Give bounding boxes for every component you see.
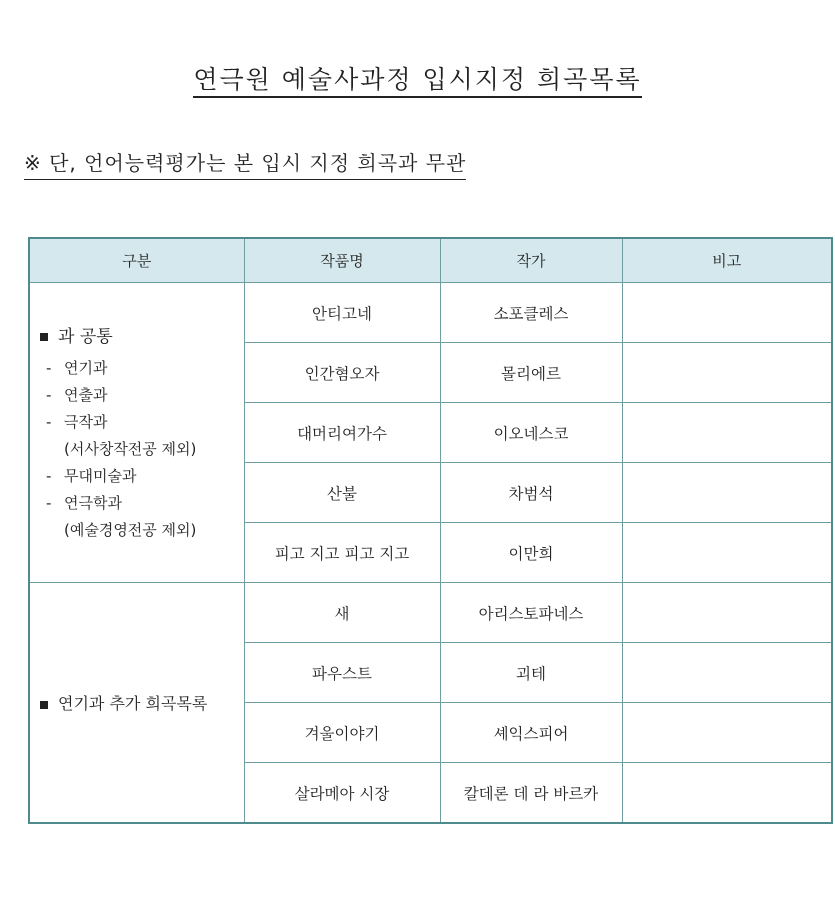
play-note: [622, 283, 832, 343]
play-note: [622, 583, 832, 643]
play-author: 차범석: [440, 463, 622, 523]
play-author: 셰익스피어: [440, 703, 622, 763]
title-text: 연극원 예술사과정 입시지정 희곡목록: [193, 65, 641, 98]
play-title: 겨울이야기: [244, 703, 440, 763]
category-heading: 연기과 추가 희곡목록: [40, 691, 244, 714]
play-author: 아리스토파네스: [440, 583, 622, 643]
play-title: 피고 지고 피고 지고: [244, 523, 440, 583]
play-author: 칼데론 데 라 바르카: [440, 763, 622, 824]
play-list-table: [28, 237, 833, 824]
play-author: 괴테: [440, 643, 622, 703]
play-title: 인간혐오자: [244, 343, 440, 403]
play-note: [622, 643, 832, 703]
category-sub-item: - 연기과: [46, 358, 108, 377]
category-sub-item: - 극작과: [46, 412, 108, 431]
table-row: [29, 583, 832, 643]
notice-text: ※ 단, 언어능력평가는 본 입시 지정 희곡과 무관: [24, 147, 466, 180]
category-sub-item: - 연출과: [46, 385, 108, 404]
square-bullet-icon: [40, 701, 48, 709]
header-category: 구분: [29, 238, 244, 283]
play-note: [622, 463, 832, 523]
square-bullet-icon: [40, 333, 48, 341]
play-author: 이오네스코: [440, 403, 622, 463]
play-note: [622, 343, 832, 403]
category-sub-note: (예술경영전공 제외): [64, 520, 197, 539]
play-author: 이만희: [440, 523, 622, 583]
play-author: 소포클레스: [440, 283, 622, 343]
play-note: [622, 523, 832, 583]
header-play: 작품명: [244, 238, 440, 283]
play-note: [622, 703, 832, 763]
play-title: 살라메아 시장: [244, 763, 440, 824]
play-title: 안티고네: [244, 283, 440, 343]
category-sub-item: - 무대미술과: [46, 466, 137, 485]
play-title: 산불: [244, 463, 440, 523]
category-sub-item: - 연극학과: [46, 493, 122, 512]
header-author: 작가: [440, 238, 622, 283]
page-title: [0, 60, 835, 96]
play-title: 파우스트: [244, 643, 440, 703]
category-heading: 과 공통: [40, 322, 244, 347]
table-row: [29, 283, 832, 343]
play-title: 새: [244, 583, 440, 643]
category-common: [29, 283, 244, 583]
category-acting-extra: [29, 583, 244, 824]
play-note: [622, 763, 832, 824]
header-note: 비고: [622, 238, 832, 283]
category-sub-note: (서사창작전공 제외): [64, 439, 197, 458]
table-header-row: [29, 238, 832, 283]
play-author: 몰리에르: [440, 343, 622, 403]
play-note: [622, 403, 832, 463]
play-title: 대머리여가수: [244, 403, 440, 463]
